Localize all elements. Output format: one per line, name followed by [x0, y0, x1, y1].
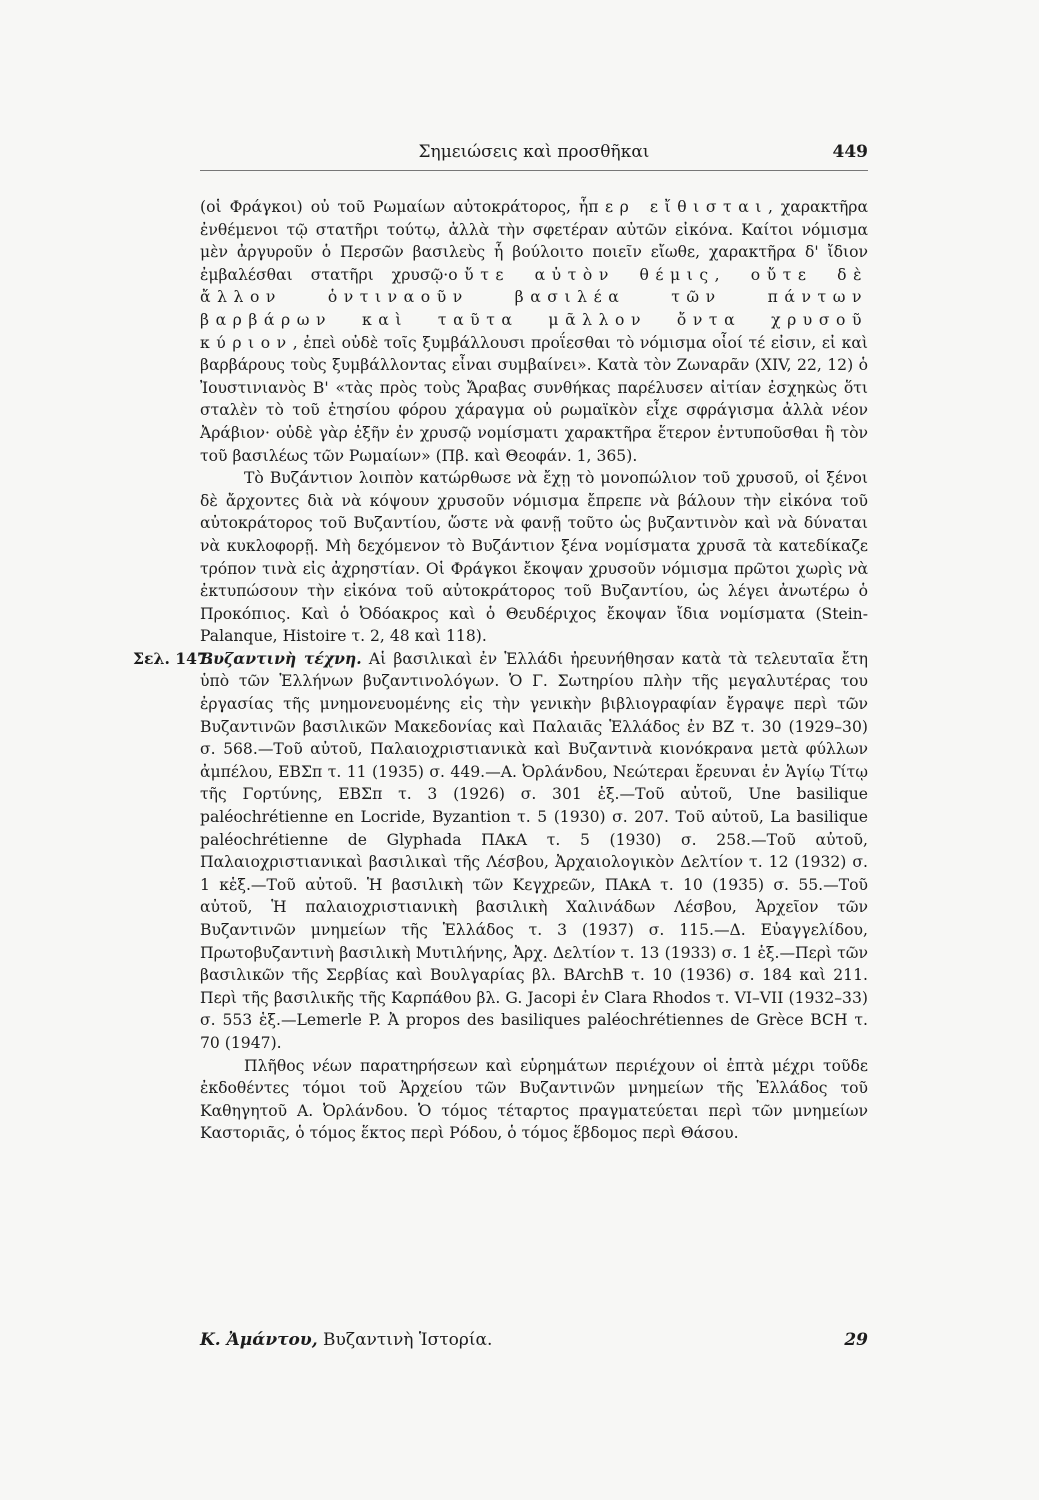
page-header: [200, 142, 868, 166]
paragraph-continuation: [200, 196, 868, 467]
text-run: , χαρακτῆρα ἐνθέμενοι τῷ στατῆρι τούτῳ, ἀλλὰ τὴν σφετέραν αὐτῶν εἰκόνα. Καίτοι νόμισμα μὲν ἀργυροῦν ὁ Περσῶν βασιλεὺς ἧ βούλοιτο ποιεῖν εἴωθε, χαρακτῆρα δ' ἴδιον ἐμβαλέσθαι στατῆρι χρυσῷ·: [200, 198, 869, 284]
header-rule: [200, 170, 868, 171]
footer-book-title: Βυζαντινὴ Ἱστορία.: [323, 1330, 493, 1350]
spaced-quote: περ εἴθισται: [588, 198, 768, 216]
entry-text: Αἱ βασιλικαὶ ἐν Ἑλλάδι ἠρευνήθησαν κατὰ τὰ τελευταῖα ἔτη ὑπὸ τῶν Ἑλλήνων βυζαντινολόγων. Ὁ Γ. Σωτηρίου πλὴν τῆς μεγαλυτέρας του ἐργασίας τῆς μνημονευομένης εἰς τὴν γενικὴν βιβλιογραφίαν ἔγραψε περὶ τῶν Βυζαντινῶν βασιλικῶν Μακεδονίας καὶ Παλαιᾶς Ἑλλάδος ἐν ΒΖ τ. 30 (1929–30) σ. 568.—Τοῦ αὐτοῦ, Παλαιοχριστιανικὰ καὶ Βυζαντινὰ κιονόκρανα μετὰ φύλλων ἀμπέλου, ΕΒΣπ τ. 11 (1935) σ. 449.—Α. Ὀρλάνδου, Νεώτεραι ἔρευναι ἐν Ἁγίῳ Τίτῳ τῆς Γορτύνης, ΕΒΣπ τ. 3 (1926) σ. 301 ἑξ.—Τοῦ αὐτοῦ, Une basilique paléochrétienne en Locride, Byzantion τ. 5 (1930) σ. 207. Τοῦ αὐτοῦ, La basilique paléochrétienne de Glyphada ΠΑκΑ τ. 5 (1930) σ. 258.—Τοῦ αὐτοῦ, Παλαιοχριστιανικαὶ βασιλικαὶ τῆς Λέσβου, Ἀρχαιολογικὸν Δελτίον τ. 12 (1932) σ. 1 κἑξ.—Τοῦ αὐτοῦ. Ἡ βασιλικὴ τῶν Κεγχρεῶν, ΠΑκΑ τ. 10 (1935) σ. 55.—Τοῦ αὐτοῦ, Ἡ παλαιοχριστιανικὴ βασιλικὴ Χαλινάδων Λέσβου, Ἀρχεῖον τῶν Βυζαντινῶν μνημείων τῆς Ἑλλάδος τ. 3 (1937) σ. 115.—Δ. Εὐαγγελίδου, Πρωτοβυζαντινὴ βασιλικὴ Μυτιλήνης, Ἀρχ. Δελτίον τ. 13 (1933) σ. 1 ἑξ.—Περὶ τῶν βασιλικῶν τῆς Σερβίας καὶ Βουλγαρίας βλ. BArchB τ. 10 (1936) σ. 184 καὶ 211. Περὶ τῆς βασιλικῆς τῆς Καρπάθου βλ. G. Jacopi ἐν Clara Rhodos τ. VI–VII (1932–33) σ. 553 ἑξ.—Lemerle P. Ἀ propos des basiliques paléochrétiennes de Grèce BCH τ. 70 (1947).: [200, 649, 868, 1052]
footer-author: Κ. Ἀμάντου,: [200, 1330, 318, 1350]
body-text: [133, 196, 869, 1145]
entry-heading: Βυζαντινὴ τέχνη.: [200, 648, 362, 668]
page-reference-label: Σελ. 147.: [133, 648, 214, 668]
text-run: (οἱ Φράγκοι) οὐ τοῦ Ρωμαίων αὐτοκράτορος, ἧ: [200, 198, 589, 216]
text-run: , ἐπεὶ οὐδὲ τοῖς ξυμβάλλουσι προΐεσθαι τὸ νόμισμα οἷοί τέ εἰσιν, εἰ καὶ βαρβάρους τοὺς ξυμβάλλοντας εἶναι συμβαίνει». Κατὰ τὸν Ζωναρᾶν (XIV, 22, 12) ὁ Ἰουστινιανὸς Β' «τὰς πρὸς τοὺς Ἄραβας συνθήκας παρέλυσεν αἰτίαν ἐσχηκὼς ὅτι σταλὲν τὸ τοῦ ἐτησίου φόρου χάραγμα οὐ ρωμαϊκὸν εἶχε σφράγισμα ἀλλὰ νέον Ἀράβιον· οὐδὲ γὰρ ἐξῆν ἐν χρυσῷ νομίσματι χαρακτῆρα ἕτερον ἐντυποῦσθαι ἢ τὸν τοῦ βασιλέως τῶν Ρωμαίων» (Πβ. καὶ Θεοφάν. 1, 365).: [200, 333, 868, 465]
running-title: Σημειώσεις καὶ προσθῆκαι: [418, 142, 650, 162]
signature-mark: 29: [844, 1330, 868, 1350]
page-footer: [200, 1330, 868, 1356]
spaced-quote: οὔτε αὐτὸν θέμις, οὔτε δὲ ἄλλον ὁντιναοῦν βασιλέα τῶν πάντων βαρβάρων καὶ ταῦτα μᾶλλον ὄντα χρυσοῦ κύριον: [200, 265, 868, 352]
paragraph-archive: Πλῆθος νέων παρατηρήσεων καὶ εὑρημάτων περιέχουν οἱ ἑπτὰ μέχρι τοῦδε ἐκδοθέντες τόμοι τοῦ Ἀρχείου τῶν Βυζαντινῶν μνημείων τῆς Ἑλλάδος τοῦ Καθηγητοῦ Α. Ὀρλάνδου. Ὁ τόμος τέταρτος πραγματεύεται περὶ τῶν μνημείων Καστοριᾶς, ὁ τόμος ἕκτος περὶ Ρόδου, ὁ τόμος ἕβδομος περὶ Θάσου.: [200, 1056, 868, 1143]
note-entry: [133, 648, 868, 1055]
page-number: 449: [832, 142, 868, 162]
paragraph-byzantium-monopoly: Τὸ Βυζάντιον λοιπὸν κατώρθωσε νὰ ἔχῃ τὸ μονοπώλιον τοῦ χρυσοῦ, οἱ ξένοι δὲ ἄρχοντες διὰ νὰ κόψουν χρυσοῦν νόμισμα ἔπρεπε νὰ βάλουν τὴν εἰκόνα τοῦ αὐτοκράτορος τοῦ Βυζαντίου, ὥστε νὰ φανῇ τοῦτο ὡς βυζαντινὸν καὶ νὰ δύναται νὰ κυκλοφορῇ. Μὴ δεχόμενον τὸ Βυζάντιον ξένα νομίσματα χρυσᾶ τὰ κατεδίκαζε τρόπον τινὰ εἰς ἀχρηστίαν. Οἱ Φράγκοι ἔκοψαν χρυσοῦν νόμισμα πρῶτοι χωρὶς νὰ ἐκτυπώσουν τὴν εἰκόνα τοῦ αὐτοκράτορος τοῦ Βυζαντίου, ὡς λέγει ἀνωτέρω ὁ Προκόπιος. Καὶ ὁ Ὀδόακρος καὶ ὁ Θευδέριχος ἔκοψαν ἴδια νομίσματα (Stein-Palanque, Histoire τ. 2, 48 καὶ 118).: [200, 469, 868, 646]
